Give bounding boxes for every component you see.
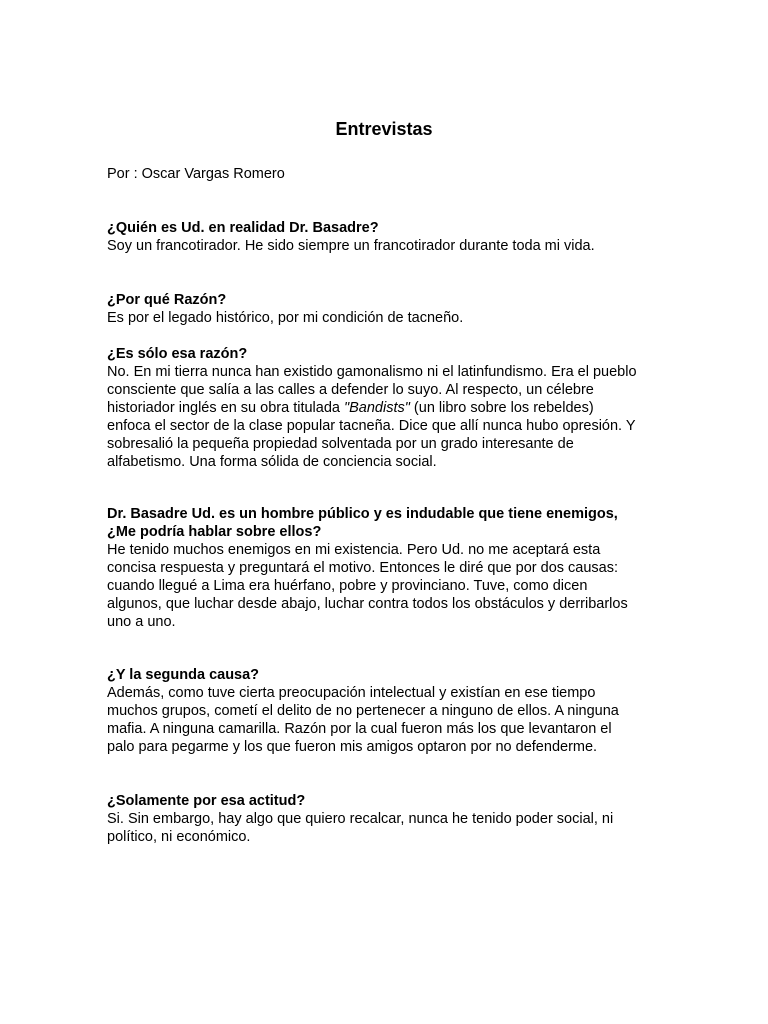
question: ¿Me podría hablar sobre ellos? xyxy=(107,524,322,540)
qa-block-5 xyxy=(107,666,667,756)
answer-line-end: (un libro sobre los rebeldes) xyxy=(409,400,594,416)
answer-line: sobresalió la pequeña propiedad solventada por un grado interesante de xyxy=(107,436,574,452)
question: ¿Quién es Ud. en realidad Dr. Basadre? xyxy=(107,220,379,236)
answer-line: enfoca el sector de la clase popular tacneña. Dice que allí nunca hubo opresión. Y xyxy=(107,418,636,434)
answer-line: Es por el legado histórico, por mi condición de tacneño. xyxy=(107,310,464,326)
byline: Por : Oscar Vargas Romero xyxy=(107,166,285,182)
answer-line: palo para pegarme y los que fueron mis amigos optaron por no defenderme. xyxy=(107,739,598,755)
answer-line: cuando llegué a Lima era huérfano, pobre y provinciano. Tuve, como dicen xyxy=(107,578,588,594)
answer-line: uno a uno. xyxy=(107,614,176,630)
answer-line: consciente que salía a las calles a defender lo suyo. Al respecto, un célebre xyxy=(107,382,594,398)
answer-line xyxy=(107,399,667,417)
answer xyxy=(107,810,667,846)
answer-line-start: historiador inglés en su obra titulada xyxy=(107,400,344,416)
answer-line: No. En mi tierra nunca han existido gamonalismo ni el latinfundismo. Era el pueblo xyxy=(107,364,637,380)
question: ¿Y la segunda causa? xyxy=(107,667,260,683)
answer-line: Soy un francotirador. He sido siempre un francotirador durante toda mi vida. xyxy=(107,238,595,254)
answer-line: político, ni económico. xyxy=(107,829,251,845)
qa-block-4 xyxy=(107,505,667,631)
qa-block-2 xyxy=(107,291,667,327)
answer xyxy=(107,684,667,756)
answer xyxy=(107,309,667,327)
question: ¿Es sólo esa razón? xyxy=(107,346,248,362)
answer-line: algunos, que luchar desde abajo, luchar contra todos los obstáculos y derribarlos xyxy=(107,596,628,612)
answer-line: Además, como tuve cierta preocupación intelectual y existían en ese tiempo xyxy=(107,685,596,701)
answer-line: concisa respuesta y preguntará el motivo. Entonces le diré que por dos causas: xyxy=(107,560,619,576)
qa-block-6 xyxy=(107,792,667,846)
answer-line: He tenido muchos enemigos en mi existencia. Pero Ud. no me aceptará esta xyxy=(107,542,601,558)
answer xyxy=(107,237,667,255)
qa-block-1 xyxy=(107,219,667,255)
question: Dr. Basadre Ud. es un hombre público y es indudable que tiene enemigos, xyxy=(107,506,618,522)
answer xyxy=(107,363,667,471)
answer-line: Si. Sin embargo, hay algo que quiero recalcar, nunca he tenido poder social, ni xyxy=(107,811,614,827)
answer-line: muchos grupos, cometí el delito de no pertenecer a ninguno de ellos. A ninguna xyxy=(107,703,619,719)
answer-line: alfabetismo. Una forma sólida de conciencia social. xyxy=(107,454,437,470)
answer xyxy=(107,541,667,631)
book-title: "Bandists" xyxy=(343,400,410,416)
document-title: Entrevistas xyxy=(335,119,433,139)
question: ¿Solamente por esa actitud? xyxy=(107,793,306,809)
question: ¿Por qué Razón? xyxy=(107,292,227,308)
qa-block-3 xyxy=(107,345,667,471)
answer-line: mafia. A ninguna camarilla. Razón por la cual fueron más los que levantaron el xyxy=(107,721,612,737)
